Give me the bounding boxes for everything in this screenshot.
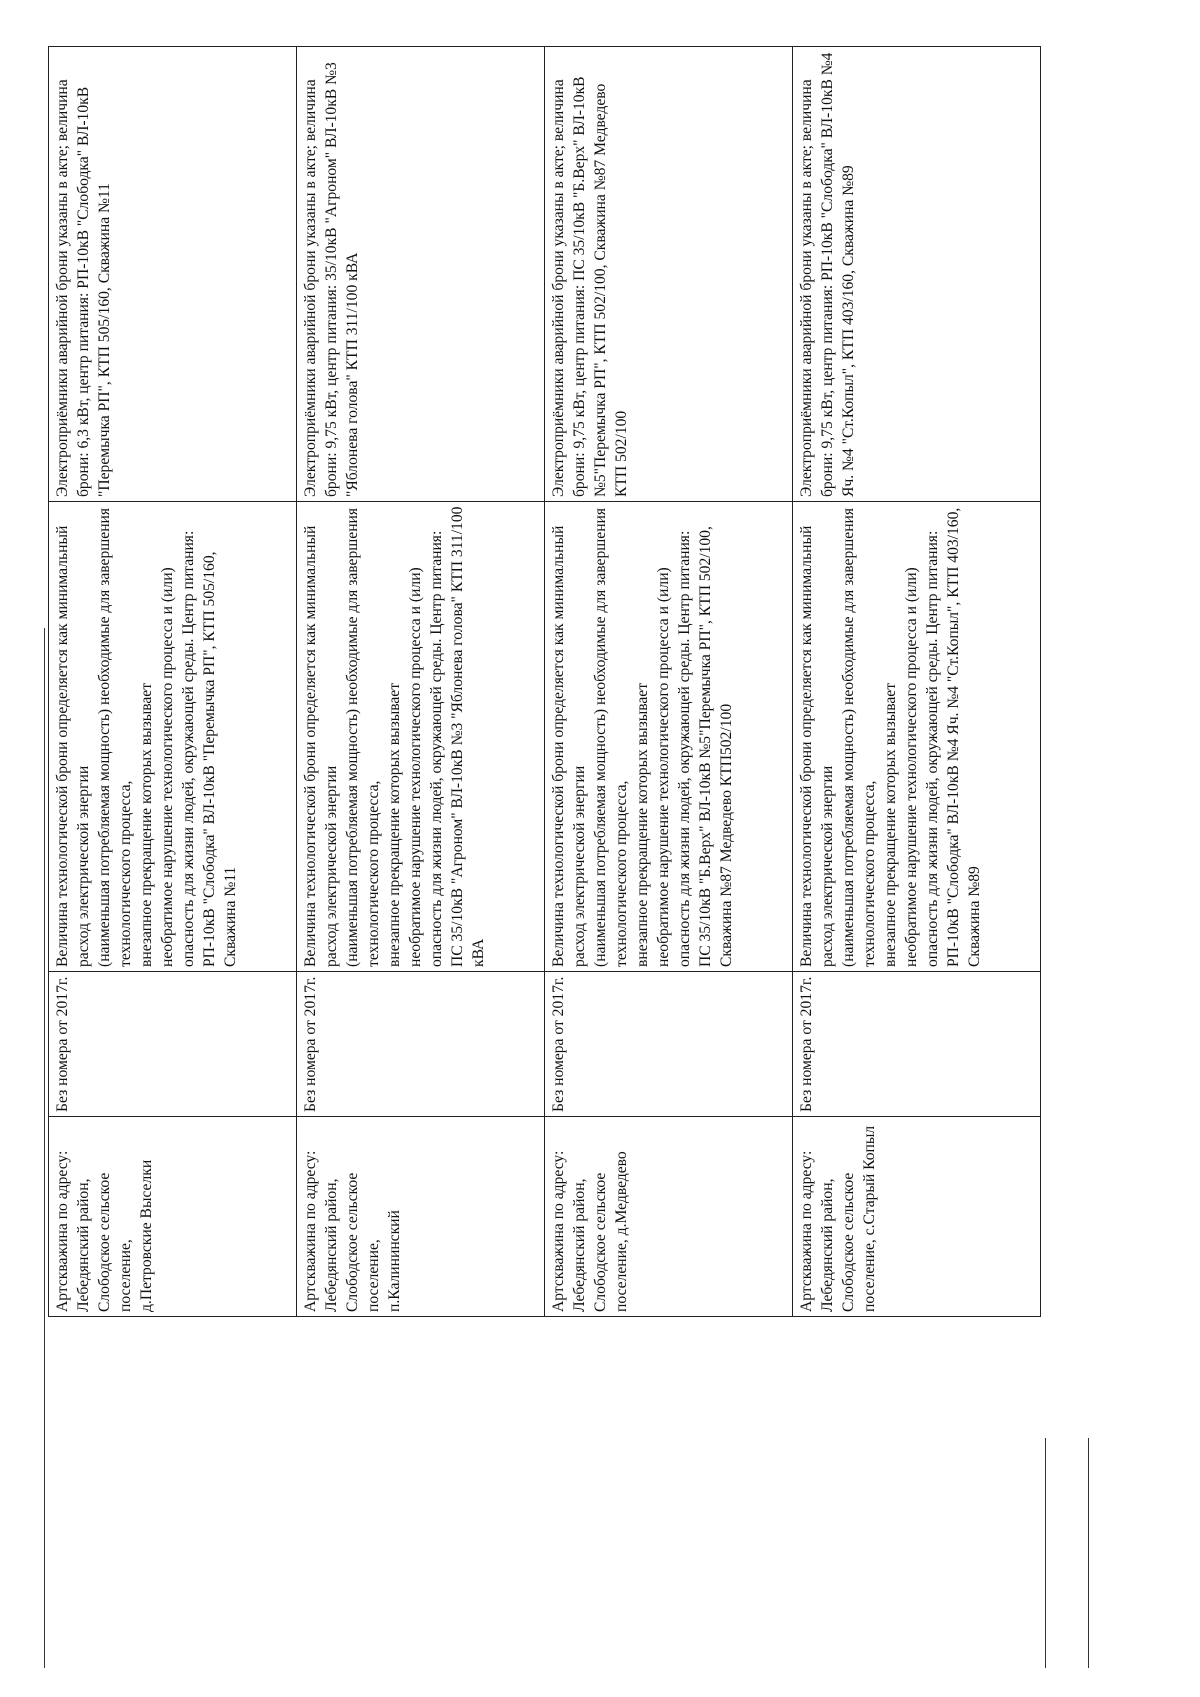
table-row [297, 47, 545, 1317]
document-cell: Без номера от 2017г. [297, 972, 545, 1117]
object-address-cell: Артскважина по адресу: Лебедянский район, Слободское сельское поселение, д.Медведево [545, 1117, 793, 1317]
object-address-cell: Артскважина по адресу: Лебедянский район, Слободское сельское поселение, п.Калининский [297, 1117, 545, 1317]
emergency-reserve-cell: Электроприёмники аварийной брони указаны в акте; величина брони: 9,75 кВт, центр питания: РП-10кВ "Слободка" ВЛ-10кВ №4 Яч. №4 "Ст.Копыл", КТП 403/160, Скважина №89 [793, 47, 1041, 502]
tech-reserve-cell: Величина технологической брони определяется как минимальный расход электрической энергии (наименьшая потребляемая мощность) необходимые для завершения технологического процесса, внезапное прекращение которых вызывает необратимое нарушение технологического процесса и (или) опасность для жизни людей, окружающей среды. Центр питания: РП-10кВ "Слободка" ВЛ-10кВ №4 Яч. №4 "Ст.Копыл", КТП 403/160, Скважина №89 [793, 502, 1041, 972]
emergency-reserve-cell: Электроприёмники аварийной брони указаны в акте; величина брони: 9,75 кВт, центр питания: ПС 35/10кВ "Б.Верх" ВЛ-10кВ №5"Перемычка РП", КТП 502/100, Скважина №87 Медведево КТП 502/100 [545, 47, 793, 502]
object-address-cell: Артскважина по адресу: Лебедянский район, Слободское сельское поселение, д.Петровские Выселки [49, 1117, 297, 1317]
reserve-table [48, 46, 1041, 1317]
table-row [49, 47, 297, 1317]
table-row [793, 47, 1041, 1317]
margin-line [1045, 1438, 1046, 1668]
margin-line [44, 628, 45, 1668]
tech-reserve-cell: Величина технологической брони определяется как минимальный расход электрической энергии (наименьшая потребляемая мощность) необходимые для завершения технологического процесса, внезапное прекращение которых вызывает необратимое нарушение технологического процесса и (или) опасность для жизни людей, окружающей среды. Центр питания: РП-10кВ "Слободка" ВЛ-10кВ "Перемычка РП", КТП 505/160, Скважина №11 [49, 502, 297, 972]
table-row [545, 47, 793, 1317]
tech-reserve-cell: Величина технологической брони определяется как минимальный расход электрической энергии (наименьшая потребляемая мощность) необходимые для завершения технологического процесса, внезапное прекращение которых вызывает необратимое нарушение технологического процесса и (или) опасность для жизни людей, окружающей среды. Центр питания: ПС 35/10кВ "Б.Верх" ВЛ-10кВ №5"Перемычка РП", КТП 502/100, Скважина №87 Медведево КТП502/100 [545, 502, 793, 972]
document-cell: Без номера от 2017г. [793, 972, 1041, 1117]
tech-reserve-cell: Величина технологической брони определяется как минимальный расход электрической энергии (наименьшая потребляемая мощность) необходимые для завершения технологического процесса, внезапное прекращение которых вызывает необратимое нарушение технологического процесса и (или) опасность для жизни людей, окружающей среды. Центр питания: ПС 35/10кВ "Агроном" ВЛ-10кВ №3 "Яблонева голова" КТП 311/100 кВА [297, 502, 545, 972]
object-address-cell: Артскважина по адресу: Лебедянский район, Слободское сельское поселение, с.Старый Копыл [793, 1117, 1041, 1317]
emergency-reserve-cell: Электроприёмники аварийной брони указаны в акте; величина брони: 6,3 кВт, центр питания: РП-10кВ "Слободка" ВЛ-10кВ "Перемычка РП", КТП 505/160, Скважина №11 [49, 47, 297, 502]
emergency-reserve-cell: Электроприёмники аварийной брони указаны в акте; величина брони: 9,75 кВт, центр питания: 35/10кВ "Агроном" ВЛ-10кВ №3 "Яблонева голова" КТП 311/100 кВА [297, 47, 545, 502]
margin-line [1088, 1438, 1089, 1668]
document-cell: Без номера от 2017г. [545, 972, 793, 1117]
document-cell: Без номера от 2017г. [49, 972, 297, 1117]
